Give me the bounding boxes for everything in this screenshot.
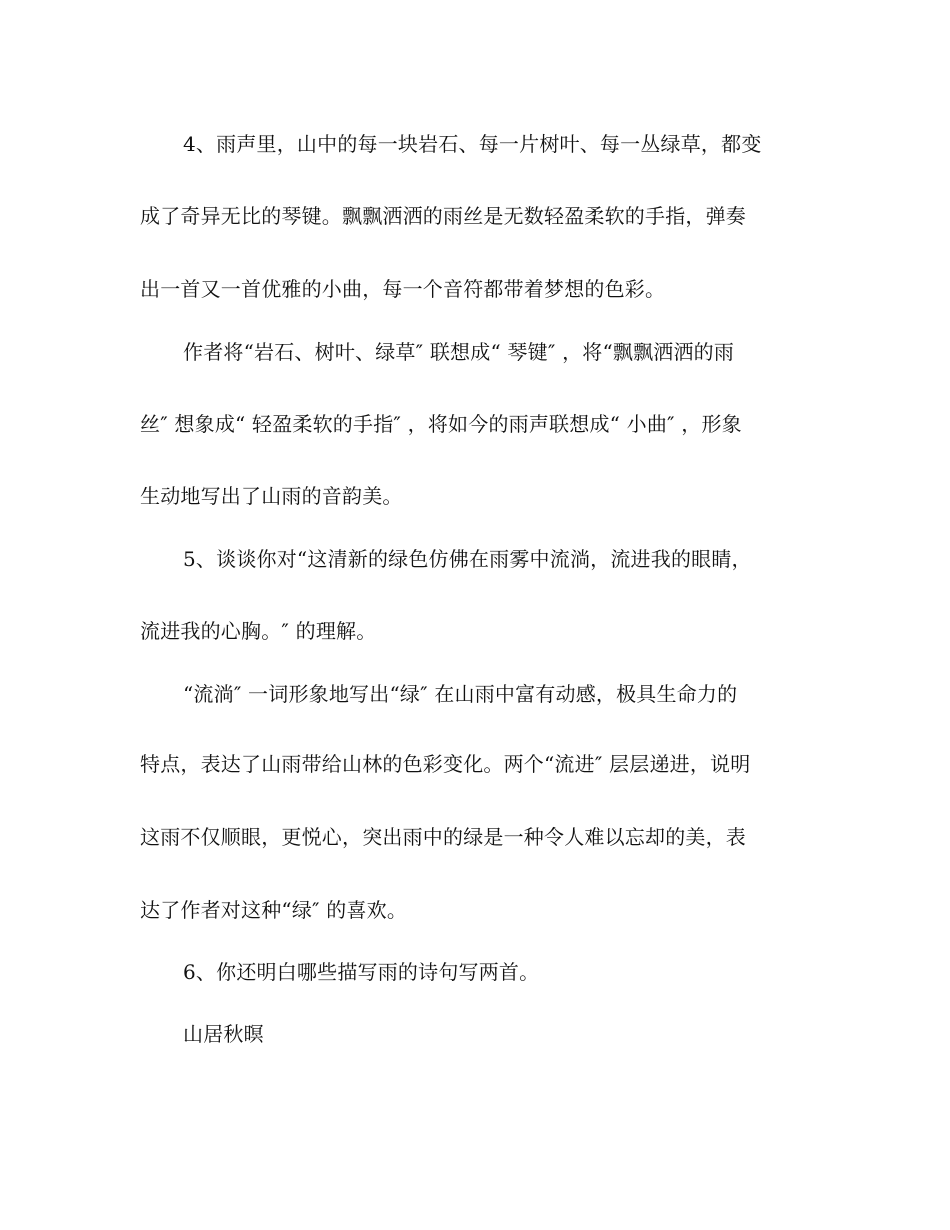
paragraph-line: 4、雨声里，山中的每一块岩石、每一片树叶、每一丛绿草，都变 — [183, 132, 762, 156]
paragraph-line: 成了奇异无比的琴键。飘飘洒洒的雨丝是无数轻盈柔软的手指，弹奏 — [140, 204, 746, 228]
paragraph-line: 达了作者对这种“绿″ 的喜欢。 — [140, 898, 408, 922]
paragraph-line: 这雨不仅顺眼，更悦心，突出雨中的绿是一种令人难以忘却的美，表 — [140, 825, 746, 849]
paragraph-line: 生动地写出了山雨的音韵美。 — [140, 484, 403, 508]
paragraph-line: 丝″ 想象成“ 轻盈柔软的手指″ ，将如今的雨声联想成“ 小曲″ ，形象 — [140, 412, 742, 436]
paragraph-line: 特点，表达了山雨带给山林的色彩变化。两个“流进″ 层层递进，说明 — [140, 752, 751, 776]
paragraph-line: 出一首又一首优雅的小曲，每一个音符都带着梦想的色彩。 — [140, 277, 666, 301]
paragraph-line: 作者将“岩石、树叶、绿草″ 联想成“ 琴键″ ，将“飘飘洒洒的雨 — [183, 340, 735, 364]
paragraph-line: 5、谈谈你对“这清新的绿色仿佛在雨雾中流淌，流进我的眼睛， — [183, 547, 752, 571]
paragraph-line: “流淌″ 一词形象地写出“绿″ 在山雨中富有动感，极具生命力的 — [183, 682, 738, 706]
poem-title: 山居秋暝 — [183, 1022, 264, 1046]
paragraph-line: 6、你还明白哪些描写雨的诗句写两首。 — [183, 960, 540, 984]
paragraph-line: 流进我的心胸。″ 的理解。 — [140, 619, 377, 643]
